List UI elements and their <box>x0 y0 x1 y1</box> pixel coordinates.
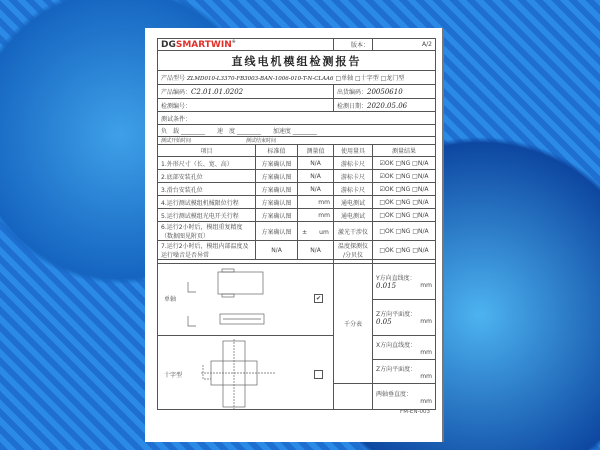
z-flatness-2: Z方向平面度： mm <box>373 360 436 384</box>
test-conditions: 测试条件： <box>158 112 436 125</box>
table-row: 6.运行2小时后，模组重复精度 （数据图见附页） 方案确认图 ± um 激光干涉仪 □OK □NG □N/A <box>158 222 436 241</box>
table-row: 5.运行测试模组光电开关行程 方案确认图 mm 通电测试 □OK □NG □N/A <box>158 209 436 222</box>
report-page <box>145 28 442 442</box>
x-straightness: X方向直线度： mm <box>373 336 436 360</box>
test-times: 测试开始时间 测试结束时间 <box>158 137 436 145</box>
form-code: FM-EN-003 <box>400 409 430 415</box>
col-standard: 标准值 <box>256 145 298 157</box>
single-axis-diagram <box>178 266 298 332</box>
tool-dial-indicator: 千分表 <box>334 264 373 384</box>
table-row: 4.运行测试模组机械限位行程 方案确认图 mm 通电测试 □OK □NG □N/A <box>158 196 436 209</box>
single-axis-checkbox[interactable]: ✔ <box>315 295 322 302</box>
model-row: 产品型号 ZLMD010-L3370-FB3003-BAN-1006-010-T-N-CLAA6 □单轴 □十字型 □龙门型 <box>158 71 436 85</box>
col-tool: 使用量具 <box>334 145 373 157</box>
y-straightness: Y方向直线度： 0.015 mm <box>373 264 436 300</box>
perpendicularity: 两轴垂直度： mm <box>373 384 436 410</box>
ship-code: 出货编码：20050610 <box>334 85 436 99</box>
single-axis-cell <box>158 264 334 336</box>
page-title: 直线电机模组检测报告 <box>158 51 436 71</box>
col-result: 测量结果 <box>373 145 436 157</box>
test-number: 检测编号： <box>158 99 334 112</box>
table-row: 1.外形尺寸（长、宽、高） 方案确认图 N/A 游标卡尺 ☑OK □NG □N/A <box>158 157 436 170</box>
cross-type-diagram <box>193 337 283 410</box>
single-axis-label: 单轴 <box>164 296 177 303</box>
col-item: 项目 <box>158 145 256 157</box>
report-table <box>157 38 436 410</box>
version-value: A/2 <box>373 39 436 51</box>
table-row: 7.运行2小时后，模组内部温度及 运行噪音是否异常 N/A N/A 温度探测仪 /分贝仪 □OK □NG □N/A <box>158 241 436 260</box>
table-row: 3.滑台安装孔位 方案确认图 N/A 游标卡尺 ☑OK □NG □N/A <box>158 183 436 196</box>
version-label: 版本： <box>334 39 373 51</box>
cross-type-cell <box>158 336 334 410</box>
test-date: 检测日期：2020.05.06 <box>334 99 436 112</box>
logo: DGSMARTWIN® <box>158 39 334 51</box>
cross-type-checkbox[interactable] <box>314 370 323 379</box>
load-speed-accel: 负 载 ________ 速 度 ________ 加速度 ________ <box>158 125 436 137</box>
cross-type-label: 十字型 <box>164 372 183 379</box>
z-flatness: Z方向平面度： 0.05 mm <box>373 300 436 336</box>
product-code: 产品编码：C2.01.01.0202 <box>158 85 334 99</box>
col-measured: 测量值 <box>298 145 334 157</box>
table-row: 2.底部安装孔位 方案确认图 N/A 游标卡尺 ☑OK □NG □N/A <box>158 170 436 183</box>
